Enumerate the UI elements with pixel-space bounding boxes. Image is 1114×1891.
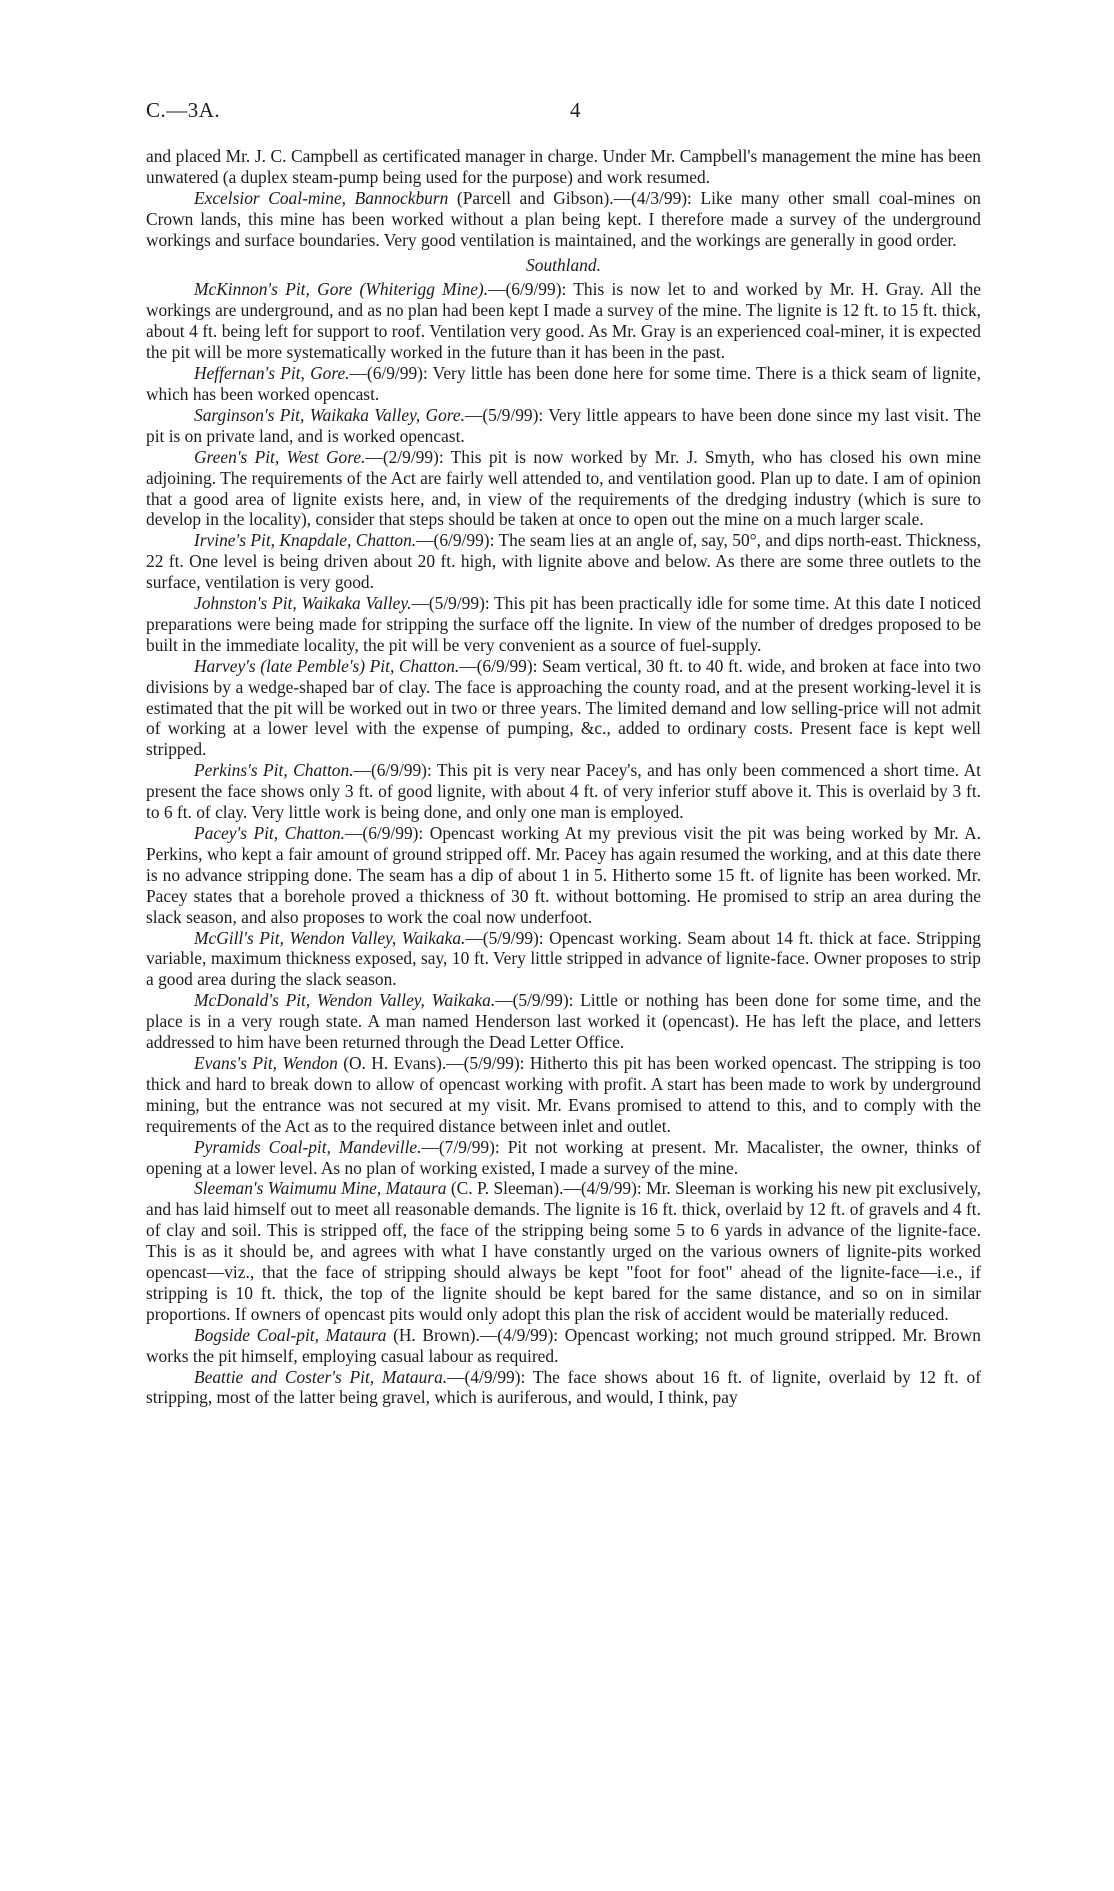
mine-entry-text: —(5/9/99): This pit has been practically idle for some time. At this date I noticed preparations were being made for stripping the surface off the lignite. In view of the number of dredges proposed to be built in the immediate locality, the pit will be very convenient as a source of fuel-supply. bbox=[146, 593, 981, 655]
mine-entry-text: —(5/9/99): Little or nothing has been done for some time, and the place is in a very rough state. A man named Henderson last worked it (opencast). He has left the place, and letters addressed to him have been returned through the Dead Letter Office. bbox=[146, 990, 981, 1053]
mine-entry bbox=[146, 656, 981, 761]
mine-entry-text: (C. P. Sleeman).—(4/9/99): Mr. Sleeman is working his new pit exclusively, and has laid himself out to meet all reasonable demands. The lignite is 16 ft. thick, overlaid by 12 ft. of gravels and 4 ft. of clay and soil. This is stripped off, the face of the stripping being some 5 to 6 yards in advance of the lignite-face. This is as it should be, and agrees with what I have constantly urged on the various owners of lignite-pits worked opencast—viz., that the face of stripping should always be kept "foot for foot" ahead of the lignite-face—i.e., if stripping is 10 ft. thick, the top of the lignite should be kept bared for the same distance, and so on in similar proportions. If owners of opencast pits would only adopt this plan the risk of accident would be materially reduced. bbox=[146, 1178, 981, 1324]
mine-entry bbox=[146, 1367, 981, 1409]
report-body bbox=[146, 146, 981, 1408]
mine-entry bbox=[146, 363, 981, 405]
mine-entry-text: —(6/9/99): This pit is very near Pacey's, and has only been commenced a short time. At present the face shows only 3 ft. of good lignite, with about 4 ft. of very inferior stuff above it. This is overlaid by 3 ft. to 6 ft. of clay. Very little work is being done, and only one man is employed. bbox=[146, 760, 981, 823]
mine-entry-text: —(4/9/99): The face shows about 16 ft. of lignite, overlaid by 12 ft. of stripping, most of the latter being gravel, which is auriferous, and would, I think, pay bbox=[146, 1366, 981, 1408]
mine-entry-title: Sleeman's Waimumu Mine, Mataura bbox=[194, 1178, 447, 1199]
mine-entry bbox=[146, 760, 981, 823]
mine-entry-text: (Parcell and Gibson).—(4/3/99): Like many other small coal-mines on Crown lands, this mine has been worked without a plan being kept. I therefore made a survey of the underground workings and surface boundaries. Very good ventilation is maintained, and the workings are generally in good order. bbox=[146, 187, 981, 250]
section-heading: Southland. bbox=[526, 254, 601, 275]
mine-entry-text: (H. Brown).—(4/9/99): Opencast working; not much ground stripped. Mr. Brown works the pit himself, employing casual labour as required. bbox=[146, 1324, 981, 1366]
continued-paragraph bbox=[146, 146, 981, 188]
document-reference: C.—3A. bbox=[146, 98, 221, 122]
mine-entry bbox=[146, 990, 981, 1053]
mine-entry-text: (O. H. Evans).—(5/9/99): Hitherto this pit has been worked opencast. The stripping is too thick and hard to break down to allow of opencast working with profit. A start has been made to work by underground mining, but the entrance was not secured at my visit. Mr. Evans promised to attend to this, and to comply with the requirements of the Act as to the required distance between inlet and outlet. bbox=[146, 1052, 981, 1136]
mine-entry-title: Heffernan's Pit, Gore. bbox=[194, 363, 350, 384]
mine-entry-text: —(6/9/99): The seam lies at an angle of, say, 50°, and dips north-east. Thickness, 22 ft. One level is being driven about 20 ft. high, with lignite above and below. As there are some three outlets to the surface, ventilation is very good. bbox=[146, 530, 981, 593]
mine-entry-text: —(6/9/99): Very little has been done here for some time. There is a thick seam of lignite, which has been worked opencast. bbox=[146, 363, 981, 404]
mine-entry-title: McDonald's Pit, Wendon Valley, Waikaka. bbox=[194, 990, 496, 1011]
mine-entry bbox=[146, 279, 981, 363]
mine-entry-text: —(5/9/99): Opencast working. Seam about 14 ft. thick at face. Stripping variable, maximum thickness exposed, say, 10 ft. Very little stripped in advance of lignite-face. Owner proposes to strip a good area during the slack season. bbox=[146, 927, 981, 990]
mine-entry-title: McGill's Pit, Wendon Valley, Waikaka. bbox=[194, 927, 466, 948]
mine-entry bbox=[146, 1053, 981, 1137]
mine-entry-text: —(7/9/99): Pit not working at present. Mr. Macalister, the owner, thinks of opening at a lower level. As no plan of working existed, I made a survey of the mine. bbox=[146, 1136, 981, 1178]
mine-entry-title: Bogside Coal-pit, Mataura bbox=[194, 1324, 387, 1345]
mine-entry-text: —(6/9/99): Opencast working At my previous visit the pit was being worked by Mr. A. Perkins, who kept a fair amount of ground stripped off. Mr. Pacey has again resumed the working, and at this date there is no advance stripping done. The seam has a dip of about 1 in 5. Hitherto some 15 ft. of lignite has been worked. Mr. Pacey states that a borehole proved a thickness of 30 ft. without bottoming. He promised to strip an area during the slack season, and also proposes to work the coal now underfoot. bbox=[146, 823, 981, 927]
mine-entry-title: Johnston's Pit, Waikaka Valley. bbox=[194, 593, 412, 614]
mine-entry bbox=[146, 928, 981, 991]
mine-entry-text: —(5/9/99): Very little appears to have been done since my last visit. The pit is on private land, and is worked opencast. bbox=[146, 404, 981, 446]
mine-entry bbox=[146, 405, 981, 447]
mine-entry-title: Irvine's Pit, Knapdale, Chatton. bbox=[194, 530, 417, 551]
mine-entry-title: Sarginson's Pit, Waikaka Valley, Gore. bbox=[194, 404, 465, 425]
mine-entry-text: —(2/9/99): This pit is now worked by Mr. J. Smyth, who has closed his own mine adjoining. The requirements of the Act are fairly well attended to, and ventilation good. Plan up to date. I am of opinion that a good area of lignite exists here, and, in view of the requirements of the dredging industry (which is sure to develop in the locality), consider that steps should be taken at once to open out the mine on a much larger scale. bbox=[146, 446, 981, 530]
mine-entry-title: Evans's Pit, Wendon bbox=[194, 1052, 338, 1073]
mine-entry-title: Perkins's Pit, Chatton. bbox=[194, 760, 354, 781]
mine-entry bbox=[146, 1137, 981, 1179]
mine-entry-title: McKinnon's Pit, Gore (Whiterigg Mine). bbox=[194, 279, 489, 300]
mine-entry-title: Pyramids Coal-pit, Mandeville. bbox=[194, 1136, 422, 1157]
mine-entry-title: Excelsior Coal-mine, Bannockburn bbox=[194, 187, 449, 208]
mine-entry-title: Harvey's (late Pemble's) Pit, Chatton. bbox=[194, 655, 460, 676]
page-header bbox=[146, 98, 981, 146]
mine-entry bbox=[146, 1325, 981, 1367]
mine-entry-text: and placed Mr. J. C. Campbell as certificated manager in charge. Under Mr. Campbell's management the mine has been unwatered (a duplex steam-pump being used for the purpose) and work resumed. bbox=[146, 146, 981, 187]
mine-entry bbox=[146, 530, 981, 593]
mine-entry bbox=[146, 447, 981, 531]
page-number: 4 bbox=[570, 98, 581, 122]
mine-entry-title: Beattie and Coster's Pit, Mataura. bbox=[194, 1366, 448, 1387]
mine-entry bbox=[146, 1178, 981, 1324]
mine-entry-text: —(6/9/99): This is now let to and worked by Mr. H. Gray. All the workings are underground, and as no plan had been kept I made a survey of the mine. The lignite is 12 ft. to 15 ft. thick, about 4 ft. being left for support to roof. Ventilation very good. As Mr. Gray is an experienced coal-miner, it is expected the pit will be more systematically worked in the future than it has been in the past. bbox=[146, 279, 981, 363]
mine-entry-title: Green's Pit, West Gore. bbox=[194, 446, 366, 467]
mine-entry bbox=[146, 823, 981, 928]
mine-entry-title: Pacey's Pit, Chatton. bbox=[194, 823, 346, 843]
mine-entry-text: —(6/9/99): Seam vertical, 30 ft. to 40 ft. wide, and broken at face into two divisions by a wedge-shaped bar of clay. The face is approaching the county road, and at the present working-level it is estimated that the pit will be worked out in two or three years. The limited demand and low selling-price will not admit of working at a lower level with the expense of pumping, &c., added to ordinary costs. Present face is kept well stripped. bbox=[146, 655, 981, 760]
mine-entry bbox=[146, 188, 981, 251]
mine-entry bbox=[146, 593, 981, 656]
